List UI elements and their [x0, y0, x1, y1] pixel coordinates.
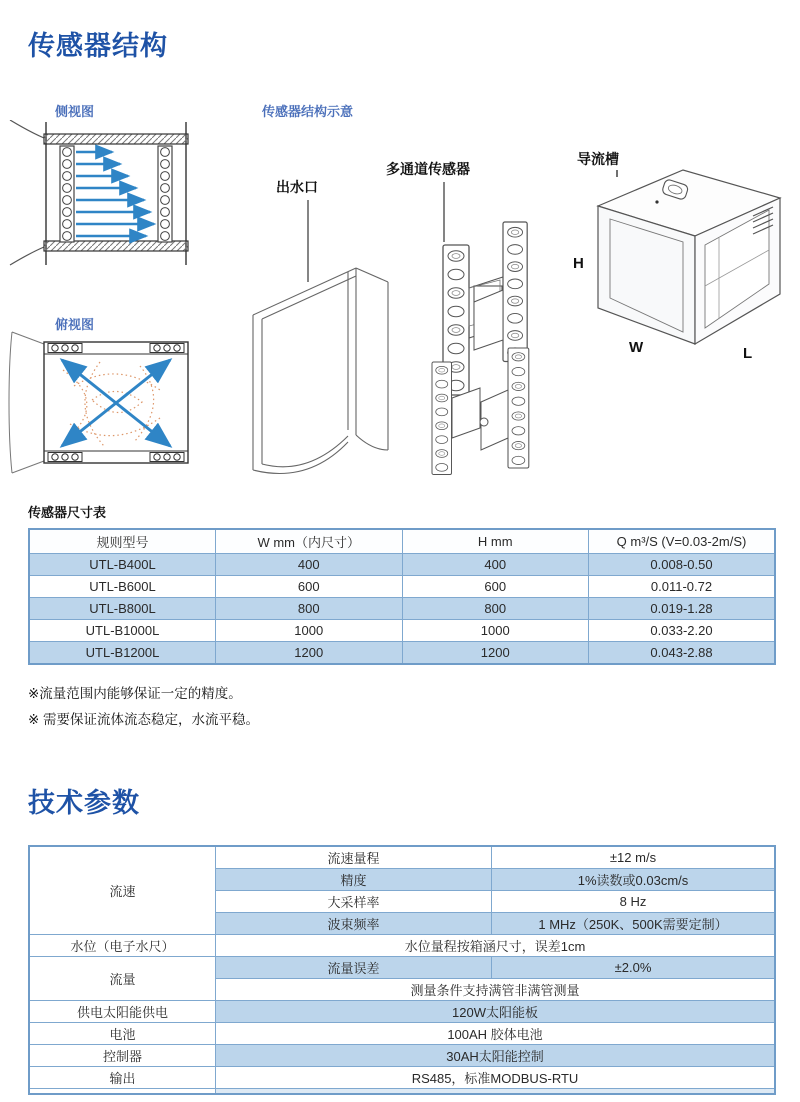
sub-param: 波束频率	[216, 913, 492, 935]
top-view-diagram	[8, 330, 208, 485]
sub-param: 精度	[216, 869, 492, 891]
cell-h: 600	[402, 576, 589, 598]
table-row	[29, 1067, 775, 1089]
velocity-arrows	[76, 152, 154, 236]
multichannel-sensor-label: 多通道传感器	[386, 161, 470, 177]
param-solar-power: 供电太阳能供电	[29, 1001, 216, 1023]
param-value: 120W太阳能板	[216, 1001, 776, 1023]
cell-q: 0.011-0.72	[589, 576, 776, 598]
guide-channel-diagram	[553, 146, 800, 369]
table-row	[29, 846, 775, 869]
table-row	[29, 1023, 775, 1045]
cell-h: 800	[402, 598, 589, 620]
cell-model: UTL-B400L	[29, 554, 216, 576]
sensor-dimension-table	[28, 528, 776, 665]
param-flow-rate: 流量	[29, 957, 216, 1001]
cell-w: 1200	[216, 642, 403, 665]
param-value: 水位量程按箱涵尺寸，误差1cm	[216, 935, 776, 957]
param-value: 测量条件支持满管非满管测量	[216, 979, 776, 1001]
guide-channel-label: 导流槽	[577, 151, 619, 167]
top-view-label: 俯视图	[55, 317, 95, 332]
side-view-diagram	[8, 120, 208, 275]
param-value: ±2.0%	[492, 957, 775, 979]
param-value-clipped	[216, 1089, 776, 1095]
col-header-model: 规则型号	[29, 529, 216, 554]
side-view-label: 侧视图	[55, 104, 95, 119]
dimension-w-label: W	[629, 339, 644, 356]
table-row	[29, 1045, 775, 1067]
param-value: ±12 m/s	[492, 846, 775, 869]
note-accuracy: ※流量范围内能够保证一定的精度。	[28, 686, 242, 701]
section-title-tech-params: 技术参数	[28, 788, 140, 818]
dimension-table-title: 传感器尺寸表	[28, 505, 107, 520]
dimension-l-label: L	[743, 345, 753, 362]
table-row	[29, 620, 775, 642]
table-row	[29, 598, 775, 620]
sub-param: 大采样率	[216, 891, 492, 913]
cell-w: 800	[216, 598, 403, 620]
param-value: 30AH太阳能控制	[216, 1045, 776, 1067]
col-header-w: W mm（内尺寸）	[216, 529, 403, 554]
cell-q: 0.019-1.28	[589, 598, 776, 620]
schematic-label: 传感器结构示意	[262, 104, 354, 119]
param-value: RS485，标准MODBUS-RTU	[216, 1067, 776, 1089]
param-battery: 电池	[29, 1023, 216, 1045]
table-row	[29, 642, 775, 665]
param-value: 8 Hz	[492, 891, 775, 913]
cell-h: 1000	[402, 620, 589, 642]
cell-h: 1200	[402, 642, 589, 665]
exploded-schematic-diagram	[238, 150, 560, 493]
param-value: 1 MHz（250K、500K需要定制）	[492, 913, 775, 935]
param-value: 1%读数或0.03cm/s	[492, 869, 775, 891]
param-controller: 控制器	[29, 1045, 216, 1067]
cell-model: UTL-B1000L	[29, 620, 216, 642]
table-row-clipped	[29, 1089, 775, 1095]
cell-model: UTL-B600L	[29, 576, 216, 598]
cell-model: UTL-B1200L	[29, 642, 216, 665]
cell-w: 600	[216, 576, 403, 598]
cell-q: 0.033-2.20	[589, 620, 776, 642]
section-title-sensor-structure: 传感器结构	[28, 31, 168, 61]
technical-parameters-table	[28, 845, 776, 1095]
cell-h: 400	[402, 554, 589, 576]
param-output: 输出	[29, 1067, 216, 1089]
table-row	[29, 957, 775, 979]
cell-q: 0.043-2.88	[589, 642, 776, 665]
sub-param: 流量误差	[216, 957, 492, 979]
col-header-h: H mm	[402, 529, 589, 554]
param-flow-velocity: 流速	[29, 846, 216, 935]
col-header-q: Q m³/S (V=0.03-2m/S)	[589, 529, 776, 554]
param-water-level: 水位（电子水尺）	[29, 935, 216, 957]
dimension-h-label: H	[573, 255, 584, 272]
cell-w: 400	[216, 554, 403, 576]
param-clipped	[29, 1089, 216, 1095]
table-row	[29, 554, 775, 576]
table-header-row	[29, 529, 775, 554]
table-row	[29, 576, 775, 598]
table-row	[29, 935, 775, 957]
cell-w: 1000	[216, 620, 403, 642]
cell-q: 0.008-0.50	[589, 554, 776, 576]
outlet-label: 出水口	[276, 179, 318, 195]
note-flow-stability: ※ 需要保证流体流态稳定，水流平稳。	[28, 712, 260, 727]
sub-param: 流速量程	[216, 846, 492, 869]
table-row	[29, 1001, 775, 1023]
cell-model: UTL-B800L	[29, 598, 216, 620]
param-value: 100AH 胶体电池	[216, 1023, 776, 1045]
